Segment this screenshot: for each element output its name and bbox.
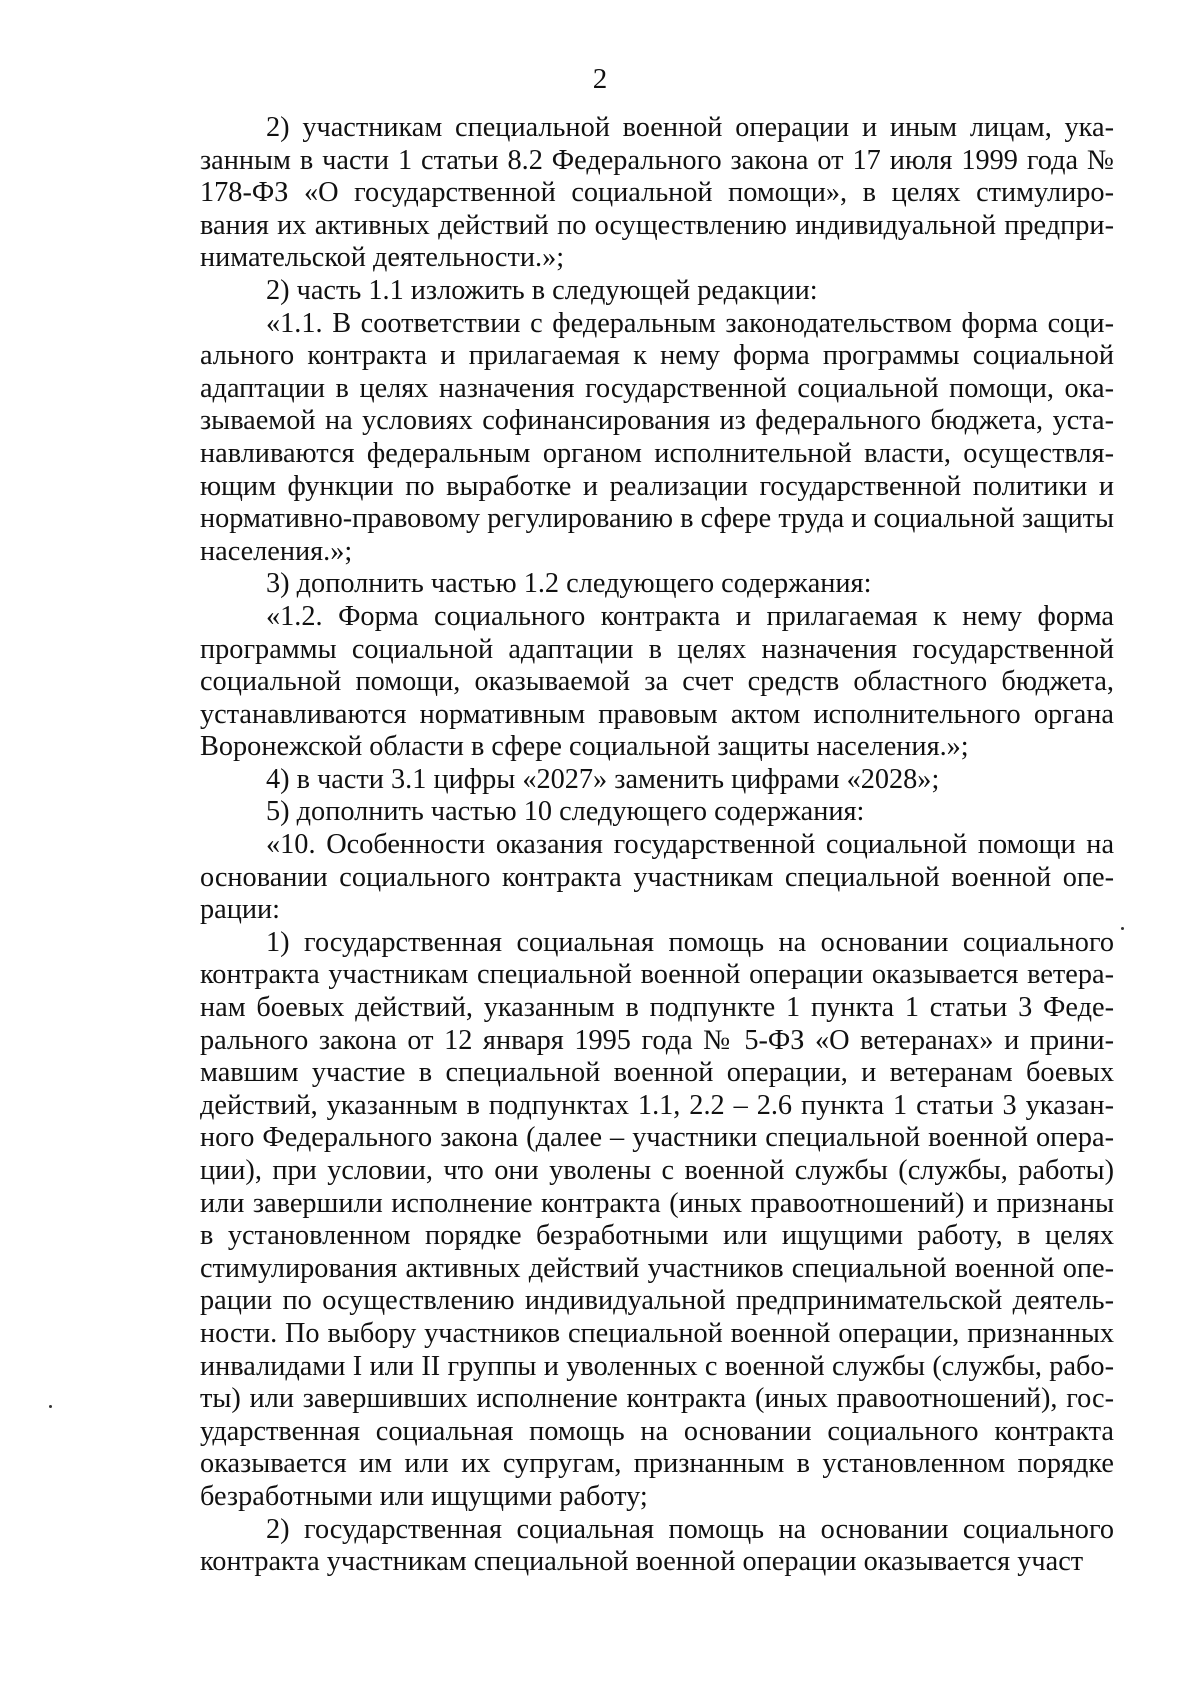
scan-speck (1121, 927, 1124, 930)
paragraph-add-part-10: 5) дополнить частью 10 следующего содержания: (266, 796, 865, 828)
paragraph-part-3-1-change: 4) в части 3.1 цифры «2027» заменить цифрами «2028»; (266, 763, 940, 795)
paragraph-part-10-heading: «10. Особенности оказания государственной социальной помощи на основании социального контракта участникам специальной военной операции: (200, 829, 1114, 926)
paragraph-part-10-item-1: 1) государственная социальная помощь на основании социального контракта участникам специальной военной операции оказывается ветеранам боевых действий, указанным в подпункте 1 пункта 1 статьи 3 Федерального закона от 12 января 1995 года № 5-ФЗ «О ветеранах» и принимавшим участие в специальной военной операции, и ветеранам боевых действий, указанным в подпунктах 1.1, 2.2 – 2.6 пункта 1 статьи 3 указанного Федерального закона (далее – участники специальной военной операции), при условии, что они уволены с военной службы (службы, работы) или завершили исполнение контракта (иных правоотношений) и признаны в установленном порядке безработными или ищущими работу, в целях стимулирования активных действий участников специальной военной операции по осуществлению индивидуальной предпринимательской деятельности. По выбору участников специальной военной операции, признанных инвалидами I или II группы и уволенных с военной службы (службы, работы) или завершивших исполнение контракта (иных правоотношений), государственная социальная помощь на основании социального контракта оказывается им или их супругам, признанным в установленном порядке безработными или ищущими работу; (200, 926, 1114, 1512)
paragraph-item-2-participants: 2) участникам специальной военной операции и иным лицам, указанным в части 1 статьи 8.2 Федерального закона от 17 июля 1999 года № 178-ФЗ «О государственной социальной помощи», в целях стимулирования их активных действий по осуществлению индивидуальной предпринимательской деятельности.»; (200, 112, 1114, 274)
paragraph-part-1-2-text: «1.2. Форма социального контракта и прилагаемая к нему форма программы социальной адаптации в целях назначения государственной социальной помощи, оказываемой за счет средств областного бюджета, устанавливаются нормативным правовым актом исполнительного органа Воронежской области в сфере социальной защиты населения.»; (200, 600, 1114, 763)
paragraph-amend-part-1-1: 2) часть 1.1 изложить в следующей редакции: (266, 274, 818, 306)
body-text (200, 112, 1114, 1579)
paragraph-part-10-item-2: 2) государственная социальная помощь на основании социального контракта участникам специальной военной операции оказывается участ (200, 1513, 1114, 1578)
page-number: 2 (592, 63, 608, 95)
scan-speck (49, 1405, 52, 1408)
paragraph-add-part-1-2: 3) дополнить частью 1.2 следующего содержания: (266, 568, 872, 600)
paragraph-part-1-1-text: «1.1. В соответствии с федеральным законодательством форма социального контракта и прилагаемая к нему форма программы социальной адаптации в целях назначения государственной социальной помощи, оказываемой на условиях софинансирования из федерального бюджета, устанавливаются федеральным органом исполнительной власти, осуществляющим функции по выработке и реализации государственной политики и нормативно-правовому регулированию в сфере труда и социальной защиты населения.»; (200, 307, 1114, 567)
